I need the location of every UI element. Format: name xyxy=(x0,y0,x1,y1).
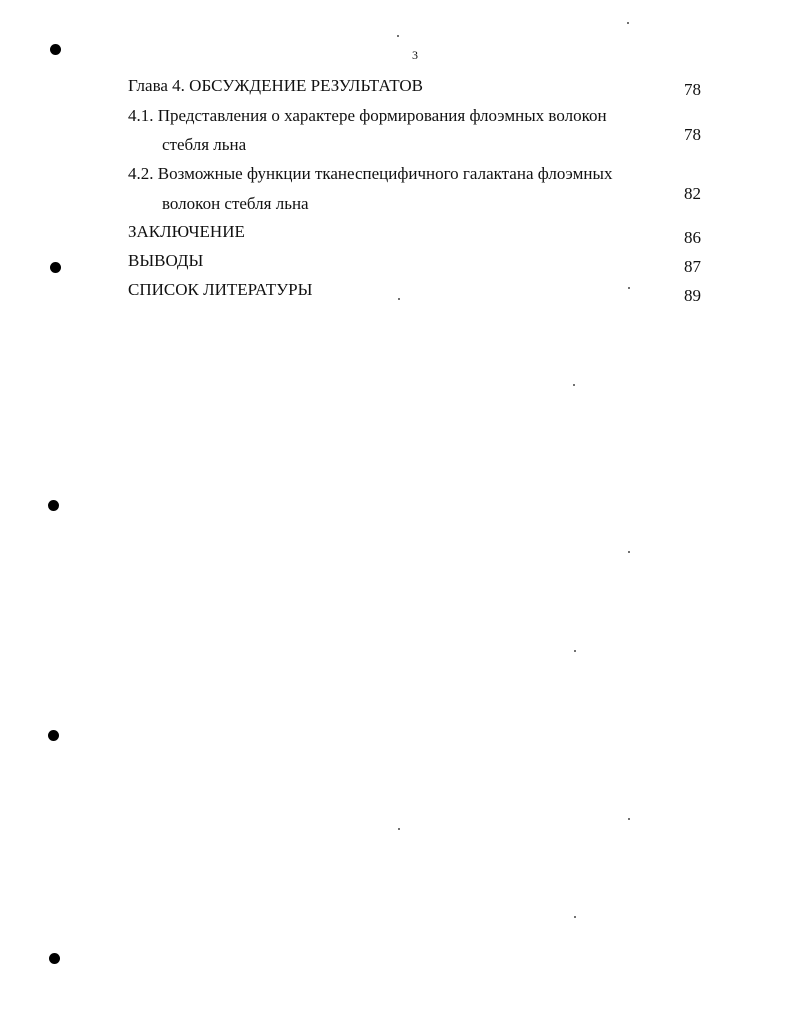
toc-entry-4-2-page: 82 xyxy=(684,184,701,203)
toc-entry-4-1-page: 78 xyxy=(684,125,701,144)
toc-entry-4-1-title-line-1: 4.1. Представления о характере формирования флоэмных волокон xyxy=(128,106,607,125)
scan-speck xyxy=(628,551,630,553)
scan-speck xyxy=(573,384,575,386)
scan-speck xyxy=(628,287,630,289)
scan-speck xyxy=(397,35,399,37)
scan-speck xyxy=(628,818,630,820)
toc-entry-references-page: 89 xyxy=(684,286,701,305)
scan-speck xyxy=(627,22,629,24)
scan-speck xyxy=(398,298,400,300)
punch-hole-mark xyxy=(49,953,60,964)
toc-entry-references-title: СПИСОК ЛИТЕРАТУРЫ xyxy=(128,280,313,299)
toc-entry-4-2-title-line-1: 4.2. Возможные функции тканеспецифичного галактана флоэмных xyxy=(128,164,613,183)
toc-entry-chapter-4-title: Глава 4. ОБСУЖДЕНИЕ РЕЗУЛЬТАТОВ xyxy=(128,76,424,95)
toc-entry-chapter-4-page: 78 xyxy=(684,80,701,99)
toc-entry-findings-page: 87 xyxy=(684,257,701,276)
scan-speck xyxy=(574,650,576,652)
punch-hole-mark xyxy=(50,44,61,55)
toc-entry-4-1-title-line-2: стебля льна xyxy=(162,135,247,154)
toc-entry-conclusion-page: 86 xyxy=(684,228,701,247)
scan-speck xyxy=(398,828,400,830)
punch-hole-mark xyxy=(50,262,61,273)
punch-hole-mark xyxy=(48,500,59,511)
toc-entry-4-2-title-line-2: волокон стебля льна xyxy=(162,194,309,213)
page-number: 3 xyxy=(412,48,418,62)
toc-entry-findings-title: ВЫВОДЫ xyxy=(128,251,204,270)
toc-entry-conclusion-title: ЗАКЛЮЧЕНИЕ xyxy=(128,222,245,241)
punch-hole-mark xyxy=(48,730,59,741)
scan-speck xyxy=(574,916,576,918)
